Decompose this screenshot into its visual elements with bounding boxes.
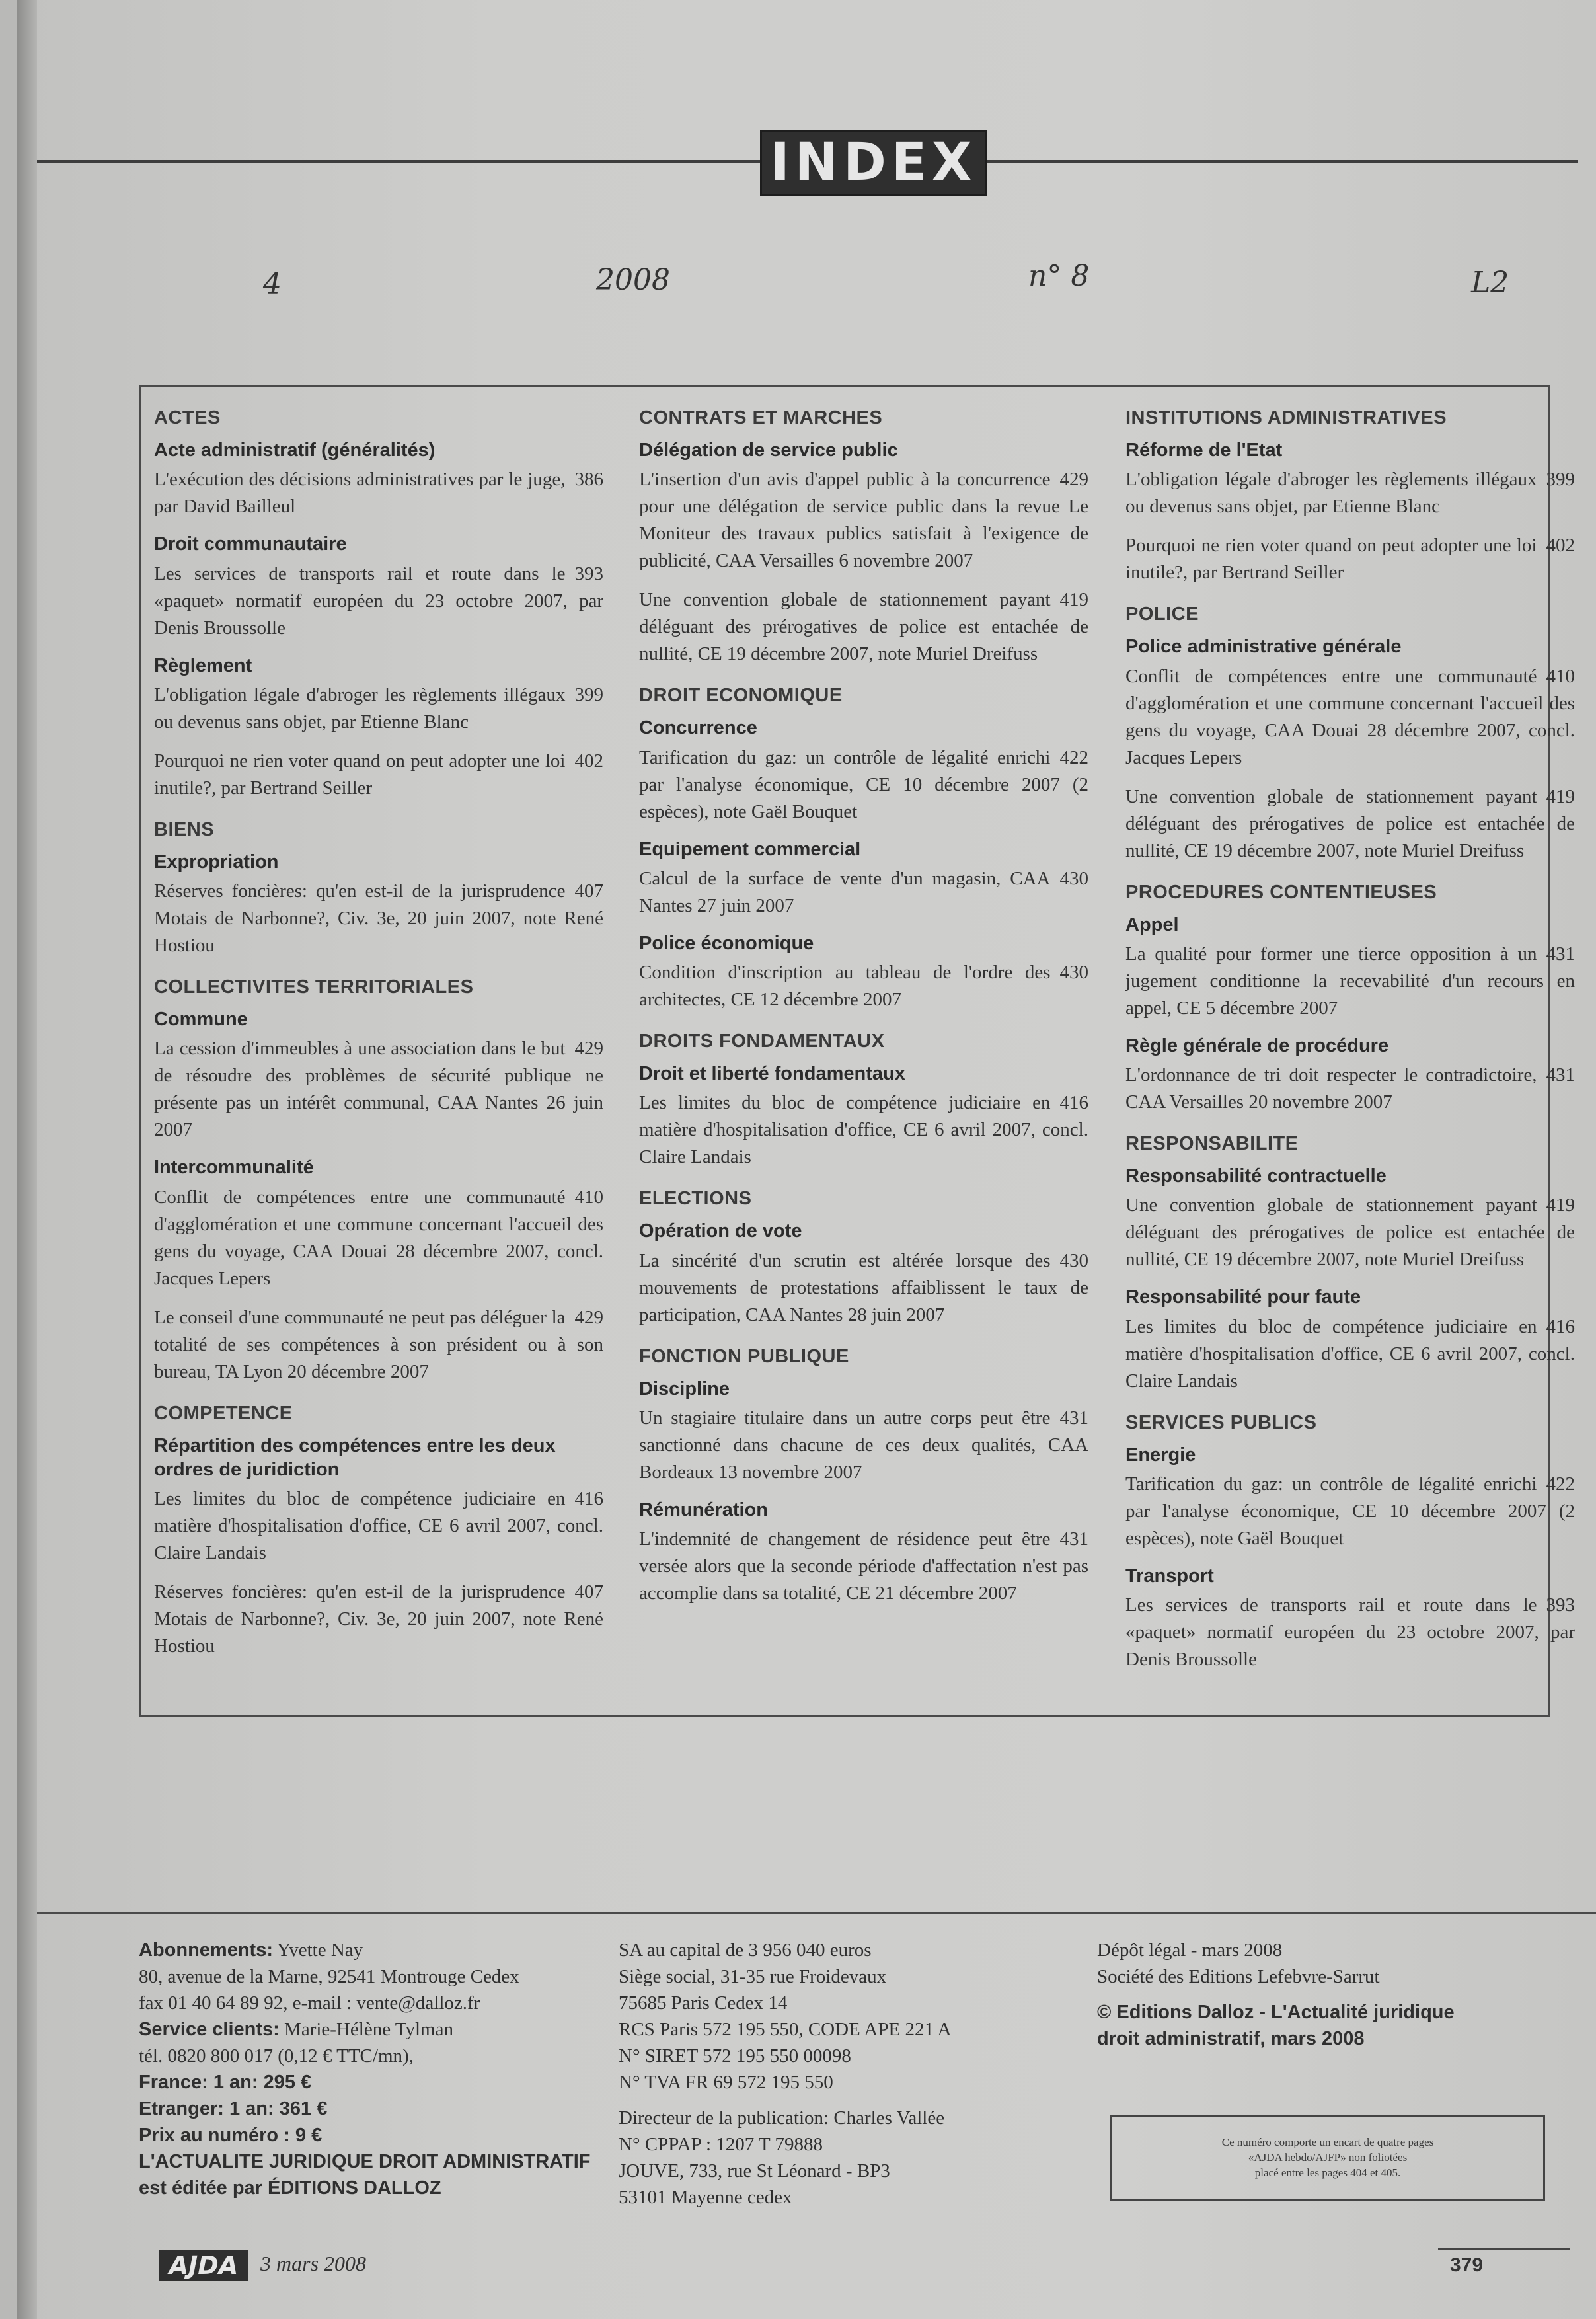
- section-title: SERVICES PUBLICS: [1125, 1411, 1317, 1433]
- entry-page-number: 429: [574, 1038, 603, 1060]
- entry-page-number: 386: [574, 469, 603, 491]
- entry-text: Les limites du bloc de compétence judiciaire en matière d'hospitalisation d'office, CE 6 avril 2007, concl. Claire Landais: [1125, 1316, 1575, 1392]
- entry-text: Les limites du bloc de compétence judiciaire en matière d'hospitalisation d'office, CE 6 avril 2007, concl. Claire Landais: [154, 1488, 603, 1563]
- section-title: INSTITUTIONS ADMINISTRATIVES: [1125, 407, 1447, 428]
- entry-text: Tarification du gaz: un contrôle de légalité enrichi par l'analyse économique, CE 10 décembre 2007 (2 espèces), note Gaël Bouquet: [1125, 1473, 1575, 1549]
- index-entry: [639, 865, 1088, 920]
- copyright-line: droit administratif, mars 2008: [1097, 2028, 1365, 2049]
- company-info-line: JOUVE, 733, rue St Léonard - BP3: [619, 2160, 890, 2181]
- subscription-line: [139, 1990, 591, 2016]
- entry-text: Conflit de compétences entre une communauté d'agglomération et une commune concernant l'accueil des gens du voyage, CAA Douai 28 décembre 2007, concl. Jacques Lepers: [154, 1186, 603, 1289]
- subsection-title: Police administrative générale: [1125, 636, 1402, 658]
- index-entry: [154, 682, 603, 736]
- subsection-title: Appel: [1125, 914, 1179, 935]
- subscription-value: Marie-Hélène Tylman: [279, 2019, 453, 2040]
- entry-text: L'indemnité de changement de résidence peut être versée alors que la seconde période d'affectation n'est pas accomplie dans sa totalité, CE 21 décembre 2007: [639, 1528, 1088, 1604]
- entry-text: Tarification du gaz: un contrôle de légalité enrichi par l'analyse économique, CE 10 décembre 2007 (2 espèces), note Gaël Bouquet: [639, 746, 1088, 822]
- section-title: DROIT ECONOMIQUE: [639, 685, 843, 707]
- subscription-value: tél. 0820 800 017 (0,12 € TTC/mn),: [139, 2045, 414, 2066]
- subscription-line: [139, 1963, 591, 1990]
- entry-page-number: 429: [1059, 469, 1088, 491]
- index-entry: [1125, 1192, 1575, 1273]
- subsection-title: Intercommunalité: [154, 1157, 314, 1179]
- page-binding: [17, 0, 37, 2319]
- entry-page-number: 410: [1546, 665, 1575, 687]
- entry-page-number: 416: [574, 1488, 603, 1509]
- index-entry: [1125, 1592, 1575, 1673]
- index-entry: [1125, 466, 1575, 520]
- subsection-title: Réforme de l'Etat: [1125, 440, 1283, 461]
- index-entry: [154, 1304, 603, 1386]
- insert-notice-line: «AJDA hebdo/AJFP» non foliotées: [1248, 2151, 1408, 2164]
- index-title: INDEX: [770, 133, 977, 192]
- index-entry: [639, 959, 1088, 1013]
- entry-page-number: 430: [1059, 962, 1088, 983]
- subscription-label: France: 1 an: 295 €: [139, 2072, 312, 2093]
- index-column-2: [639, 402, 1088, 1619]
- subsection-title: Energie: [1125, 1444, 1196, 1466]
- entry-text: Conflit de compétences entre une communauté d'agglomération et une commune concernant l'accueil des gens du voyage, CAA Douai 28 décembre 2007, concl. Jacques Lepers: [1125, 665, 1575, 768]
- index-entry: [1125, 532, 1575, 586]
- header-rule-left: [37, 160, 760, 163]
- section-title: PROCEDURES CONTENTIEUSES: [1125, 881, 1437, 903]
- index-entry: [1125, 1314, 1575, 1395]
- entry-text: L'exécution des décisions administratives par le juge, par David Bailleul: [154, 469, 566, 518]
- insert-notice: [1110, 2115, 1545, 2201]
- index-entry: [154, 1485, 603, 1567]
- page: [17, 0, 1596, 2319]
- entry-text: Pourquoi ne rien voter quand on peut adopter une loi inutile?, par Bertrand Seiller: [1125, 535, 1537, 584]
- index-entry: [154, 1184, 603, 1292]
- company-info-line: 75685 Paris Cedex 14: [619, 1992, 788, 2014]
- subsection-title: Droit et liberté fondamentaux: [639, 1063, 905, 1084]
- subsection-title: Délégation de service public: [639, 440, 898, 461]
- legal-line: Dépôt légal - mars 2008: [1097, 1940, 1283, 1961]
- subsection-title: Acte administratif (généralités): [154, 440, 436, 461]
- entry-page-number: 402: [574, 750, 603, 771]
- legal-line: Société des Editions Lefebvre-Sarrut: [1097, 1966, 1380, 1987]
- handwritten-note-year: 2008: [596, 263, 670, 297]
- entry-page-number: 419: [1059, 589, 1088, 611]
- index-entry: [154, 1579, 603, 1660]
- index-entry: [639, 1526, 1088, 1607]
- entry-text: L'insertion d'un avis d'appel public à la concurrence pour une délégation de service public dans la revue Le Moniteur des travaux publics satisfait à l'exigence de publicité, CAA Versailles 6 novembre 2007: [639, 469, 1088, 572]
- entry-text: Les services de transports rail et route dans le «paquet» normatif européen du 23 octobre 2007, par Denis Broussolle: [1125, 1594, 1575, 1670]
- entry-page-number: 416: [1059, 1092, 1088, 1114]
- index-entry: [1125, 663, 1575, 771]
- entry-page-number: 402: [1546, 535, 1575, 557]
- subsection-title: Répartition des compétences entre les deux ordres de juridiction: [154, 1435, 556, 1480]
- index-entry: [639, 586, 1088, 668]
- insert-notice-line: placé entre les pages 404 et 405.: [1254, 2166, 1401, 2179]
- section-title: ELECTIONS: [639, 1188, 752, 1210]
- company-info-line: N° CPPAP : 1207 T 79888: [619, 2134, 823, 2155]
- page-number-rule: [1438, 2248, 1570, 2250]
- index-column-1: [154, 402, 603, 1672]
- entry-page-number: 431: [1546, 1064, 1575, 1085]
- company-info-line: 53101 Mayenne cedex: [619, 2187, 792, 2208]
- entry-page-number: 416: [1546, 1316, 1575, 1337]
- index-entry: [1125, 783, 1575, 865]
- subscription-line: [139, 2043, 591, 2069]
- index-entry: [639, 1089, 1088, 1171]
- subsection-title: Règlement: [154, 654, 252, 676]
- index-entry: [1125, 1471, 1575, 1552]
- insert-notice-line: Ce numéro comporte un encart de quatre pages: [1221, 2136, 1434, 2148]
- subscription-line: [139, 2016, 591, 2043]
- subsection-title: Discipline: [639, 1378, 730, 1399]
- entry-text: Réserves foncières: qu'en est-il de la jurisprudence Motais de Narbonne?, Civ. 3e, 20 juin 2007, note René Hostiou: [154, 1581, 603, 1657]
- subscription-label: est éditée par ÉDITIONS DALLOZ: [139, 2178, 441, 2199]
- subscription-line: [139, 2148, 591, 2175]
- subscription-line: [139, 2069, 591, 2096]
- subscription-line: [139, 1937, 591, 1963]
- entry-page-number: 422: [1059, 746, 1088, 768]
- subscription-value: 80, avenue de la Marne, 92541 Montrouge Cedex: [139, 1966, 519, 1987]
- entry-text: Une convention globale de stationnement payant déléguant des prérogatives de police est entachée de nullité, CE 19 décembre 2007, note Muriel Dreifuss: [1125, 785, 1575, 861]
- entry-text: Réserves foncières: qu'en est-il de la jurisprudence Motais de Narbonne?, Civ. 3e, 20 juin 2007, note René Hostiou: [154, 881, 603, 956]
- entry-page-number: 399: [1546, 469, 1575, 491]
- entry-page-number: 393: [1546, 1594, 1575, 1616]
- entry-page-number: 431: [1546, 943, 1575, 964]
- entry-page-number: 410: [574, 1186, 603, 1208]
- index-entry: [154, 878, 603, 959]
- entry-page-number: 422: [1546, 1473, 1575, 1495]
- entry-page-number: 399: [574, 684, 603, 705]
- entry-text: Le conseil d'une communauté ne peut pas déléguer la totalité de ses compétences à son président ou à son bureau, TA Lyon 20 décembre 2007: [154, 1306, 603, 1382]
- company-info-line: Siège social, 31-35 rue Froidevaux: [619, 1966, 887, 1987]
- subsection-title: Responsabilité contractuelle: [1125, 1165, 1387, 1187]
- index-entry: [154, 1035, 603, 1144]
- subscription-label: Service clients:: [139, 2019, 280, 2040]
- entry-text: Une convention globale de stationnement payant déléguant des prérogatives de police est entachée de nullité, CE 19 décembre 2007, note Muriel Dreifuss: [639, 589, 1088, 665]
- entry-page-number: 419: [1546, 1195, 1575, 1216]
- company-info-line: Directeur de la publication: Charles Vallée: [619, 2107, 945, 2129]
- handwritten-note-right: L2: [1471, 266, 1509, 299]
- subsection-title: Police économique: [639, 932, 814, 954]
- company-info-line: RCS Paris 572 195 550, CODE APE 221 A: [619, 2019, 952, 2040]
- footer-subscriptions: [139, 1937, 591, 2201]
- subsection-title: Rémunération: [639, 1499, 768, 1520]
- entry-page-number: 431: [1059, 1407, 1088, 1429]
- subsection-title: Expropriation: [154, 851, 279, 873]
- index-entry: [1125, 1062, 1575, 1116]
- subscription-label: Prix au numéro : 9 €: [139, 2125, 323, 2146]
- handwritten-note-number: n° 8: [1028, 259, 1090, 293]
- index-frame: [139, 385, 1575, 1717]
- subsection-title: Concurrence: [639, 717, 757, 739]
- subsection-title: Equipement commercial: [639, 838, 861, 860]
- entry-page-number: 430: [1059, 1249, 1088, 1271]
- copyright-line: © Editions Dalloz - L'Actualité juridique: [1097, 2002, 1455, 2023]
- index-entry: [639, 466, 1088, 574]
- header-rule-right: [987, 160, 1578, 163]
- page-number: 379: [1450, 2254, 1484, 2276]
- entry-text: La cession d'immeubles à une association dans le but de résoudre des problèmes de sécurité publique ne présente pas un intérêt communal, CAA Nantes 26 juin 2007: [154, 1038, 603, 1141]
- footer-company-info: [619, 1937, 952, 2211]
- section-title: CONTRATS ET MARCHES: [639, 407, 883, 428]
- entry-page-number: 429: [574, 1306, 603, 1328]
- section-title: ACTES: [154, 407, 221, 428]
- entry-page-number: 419: [1546, 785, 1575, 807]
- company-info-line: [619, 2096, 952, 2105]
- subscription-line: [139, 2096, 591, 2122]
- section-title: DROITS FONDAMENTAUX: [639, 1031, 885, 1052]
- entry-page-number: 407: [574, 881, 603, 902]
- index-entry: [154, 466, 603, 520]
- company-info-line: N° TVA FR 69 572 195 550: [619, 2072, 833, 2093]
- entry-text: Pourquoi ne rien voter quand on peut adopter une loi inutile?, par Bertrand Seiller: [154, 750, 566, 799]
- handwritten-note-left: 4: [263, 267, 282, 301]
- subscription-value: Yvette Nay: [273, 1940, 363, 1961]
- subscription-label: L'ACTUALITE JURIDIQUE DROIT ADMINISTRATIF: [139, 2151, 591, 2172]
- ajda-logo: AJDA: [159, 2250, 248, 2281]
- subscription-line: [139, 2122, 591, 2148]
- subsection-title: Transport: [1125, 1565, 1214, 1587]
- footer-rule: [37, 1912, 1596, 1914]
- section-title: RESPONSABILITE: [1125, 1133, 1299, 1154]
- index-entry: [1125, 941, 1575, 1022]
- subsection-title: Commune: [154, 1009, 248, 1030]
- index-entry: [154, 561, 603, 642]
- entry-text: Condition d'inscription au tableau de l'ordre des architectes, CE 12 décembre 2007: [639, 962, 1051, 1010]
- company-info-line: N° SIRET 572 195 550 00098: [619, 2045, 851, 2066]
- entry-page-number: 430: [1059, 867, 1088, 889]
- subscription-value: fax 01 40 64 89 92, e-mail : vente@dalloz.fr: [139, 1992, 480, 2014]
- index-title-box: [760, 130, 987, 196]
- subsection-title: Responsabilité pour faute: [1125, 1286, 1361, 1308]
- index-entry: [639, 744, 1088, 826]
- subscription-line: [139, 2175, 591, 2201]
- company-info-line: SA au capital de 3 956 040 euros: [619, 1940, 872, 1961]
- issue-date: 3 mars 2008: [260, 2252, 367, 2275]
- section-title: FONCTION PUBLIQUE: [639, 1345, 849, 1367]
- entry-text: Les limites du bloc de compétence judiciaire en matière d'hospitalisation d'office, CE 6 avril 2007, concl. Claire Landais: [639, 1092, 1088, 1168]
- subscription-label: Abonnements:: [139, 1940, 273, 1961]
- entry-page-number: 393: [574, 563, 603, 584]
- index-entry: [639, 1247, 1088, 1329]
- subsection-title: Droit communautaire: [154, 533, 347, 555]
- index-entry: [154, 748, 603, 802]
- entry-text: L'obligation légale d'abroger les règlements illégaux ou devenus sans objet, par Etienne Blanc: [1125, 469, 1537, 518]
- entry-text: L'obligation légale d'abroger les règlements illégaux ou devenus sans objet, par Etienne Blanc: [154, 684, 566, 732]
- entry-text: L'ordonnance de tri doit respecter le contradictoire, CAA Versailles 20 novembre 2007: [1125, 1064, 1537, 1113]
- entry-page-number: 407: [574, 1581, 603, 1602]
- section-title: POLICE: [1125, 604, 1199, 625]
- entry-text: Calcul de la surface de vente d'un magasin, CAA Nantes 27 juin 2007: [639, 867, 1051, 916]
- index-entry: [639, 1405, 1088, 1486]
- section-title: COMPETENCE: [154, 1402, 293, 1424]
- entry-page-number: 431: [1059, 1528, 1088, 1550]
- entry-text: La sincérité d'un scrutin est altérée lorsque des mouvements de protestations affaiblissent le taux de participation, CAA Nantes 28 juin 2007: [639, 1249, 1088, 1325]
- index-column-3: [1125, 402, 1575, 1685]
- entry-text: La qualité pour former une tierce opposition à un jugement conditionne la recevabilité d'un recours en appel, CE 5 décembre 2007: [1125, 943, 1575, 1019]
- subscription-label: Etranger: 1 an: 361 €: [139, 2098, 328, 2119]
- section-title: COLLECTIVITES TERRITORIALES: [154, 976, 474, 998]
- subsection-title: Opération de vote: [639, 1220, 802, 1242]
- subsection-title: Règle générale de procédure: [1125, 1035, 1389, 1056]
- entry-text: Un stagiaire titulaire dans un autre corps peut être sanctionné dans chacune de ces deux qualités, CAA Bordeaux 13 novembre 2007: [639, 1407, 1088, 1483]
- entry-text: Une convention globale de stationnement payant déléguant des prérogatives de police est entachée de nullité, CE 19 décembre 2007, note Muriel Dreifuss: [1125, 1195, 1575, 1271]
- section-title: BIENS: [154, 818, 215, 840]
- entry-text: Les services de transports rail et route dans le «paquet» normatif européen du 23 octobre 2007, par Denis Broussolle: [154, 563, 603, 639]
- footer-legal: [1097, 1937, 1455, 2052]
